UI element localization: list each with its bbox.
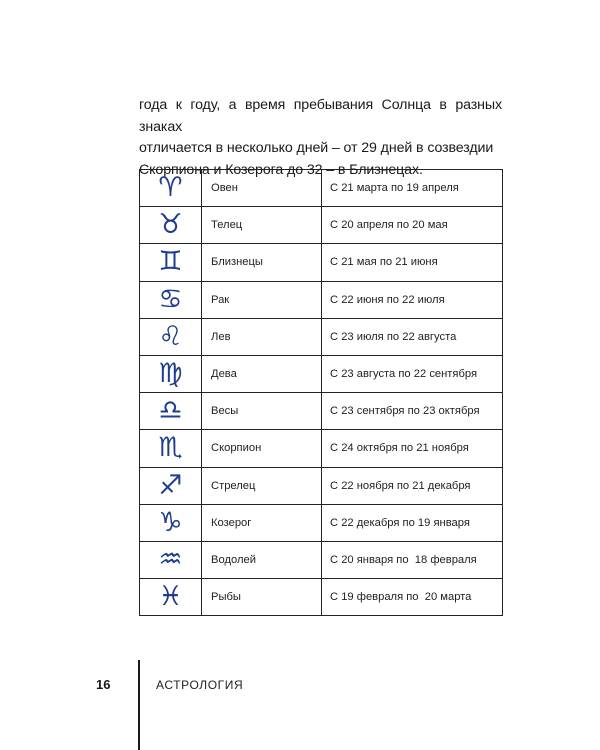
- table-row: [140, 393, 503, 430]
- symbol-cell: [140, 541, 202, 578]
- symbol-cell: [140, 430, 202, 467]
- symbol-cell: [140, 207, 202, 244]
- sign-name: Овен: [202, 170, 322, 207]
- sign-dates: С 24 октября по 21 ноября: [322, 430, 503, 467]
- sign-name: Лев: [202, 318, 322, 355]
- intro-line: Скорпиона и Козерога до 32 – в Близнецах.: [139, 161, 423, 178]
- sign-dates: С 19 февраля по 20 марта: [322, 579, 503, 616]
- intro-line: отличается в несколько дней – от 29 дней в созвездии: [139, 140, 494, 156]
- symbol-cell: [140, 170, 202, 207]
- sign-name: Козерог: [202, 504, 322, 541]
- intro-line: года к году, а время пребывания Солнца в разных знаках: [139, 97, 502, 135]
- symbol-cell: [140, 467, 202, 504]
- sign-dates: С 20 апреля по 20 мая: [322, 207, 503, 244]
- aries-icon: ♈︎: [158, 172, 183, 204]
- table-row: [140, 318, 503, 355]
- sign-dates: С 21 мая по 21 июня: [322, 244, 503, 281]
- sign-name: Телец: [202, 207, 322, 244]
- symbol-cell: [140, 318, 202, 355]
- table-row: [140, 579, 503, 616]
- table-row: [140, 355, 503, 392]
- symbol-cell: [140, 355, 202, 392]
- sign-name: Близнецы: [202, 244, 322, 281]
- sign-name: Дева: [202, 355, 322, 392]
- symbol-cell: [140, 393, 202, 430]
- sign-name: Рак: [202, 281, 322, 318]
- symbol-cell: [140, 244, 202, 281]
- sign-name: Весы: [202, 393, 322, 430]
- table-row: [140, 467, 503, 504]
- capricorn-icon: ♑︎: [158, 506, 183, 538]
- sign-dates: С 22 июня по 22 июля: [322, 281, 503, 318]
- sign-name: Скорпион: [202, 430, 322, 467]
- symbol-cell: [140, 281, 202, 318]
- scorpio-icon: ♏︎: [158, 432, 183, 464]
- table-row: [140, 170, 503, 207]
- sign-name: Водолей: [202, 541, 322, 578]
- sign-dates: С 23 сентября по 23 октября: [322, 393, 503, 430]
- symbol-cell: [140, 504, 202, 541]
- table-row: [140, 504, 503, 541]
- zodiac-table: [139, 169, 503, 616]
- sign-dates: С 23 августа по 22 сентября: [322, 355, 503, 392]
- sign-dates: С 23 июля по 22 августа: [322, 318, 503, 355]
- sign-name: Стрелец: [202, 467, 322, 504]
- sign-dates: С 22 ноября по 21 декабря: [322, 467, 503, 504]
- sagittarius-icon: ♐︎: [158, 469, 183, 501]
- sign-dates: С 20 января по 18 февраля: [322, 541, 503, 578]
- table-row: [140, 430, 503, 467]
- sign-dates: С 21 марта по 19 апреля: [322, 170, 503, 207]
- page-number: 16: [96, 677, 111, 692]
- symbol-cell: [140, 579, 202, 616]
- table-row: [140, 281, 503, 318]
- aquarius-icon: ♒︎: [158, 543, 183, 575]
- running-section-title: АСТРОЛОГИЯ: [156, 678, 244, 692]
- footer-divider: [138, 660, 140, 750]
- sign-name: Рыбы: [202, 579, 322, 616]
- table-row: [140, 244, 503, 281]
- leo-icon: ♌︎: [158, 320, 183, 352]
- virgo-icon: ♍︎: [158, 358, 183, 390]
- table-row: [140, 207, 503, 244]
- zodiac-table-body: [140, 170, 503, 616]
- table-row: [140, 541, 503, 578]
- libra-icon: ♎︎: [158, 395, 183, 427]
- pisces-icon: ♓︎: [158, 581, 183, 613]
- sign-dates: С 22 декабря по 19 января: [322, 504, 503, 541]
- cancer-icon: ♋︎: [158, 283, 183, 315]
- taurus-icon: ♉︎: [158, 209, 183, 241]
- gemini-icon: ♊︎: [158, 246, 183, 278]
